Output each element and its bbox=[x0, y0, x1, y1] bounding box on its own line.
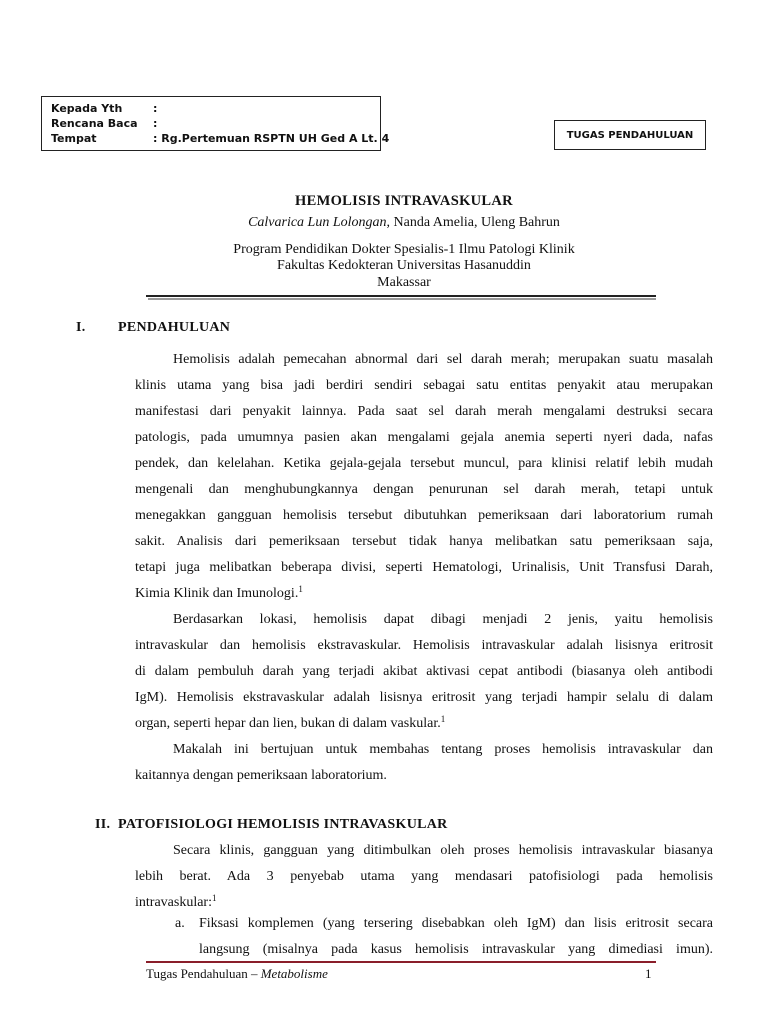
text-line: Secara klinis, gangguan yang ditimbulkan oleh proses hemolisis intravaskular biasanya bbox=[173, 843, 713, 858]
info-row-place bbox=[51, 132, 390, 145]
info-label: Tempat bbox=[51, 132, 97, 145]
footer-course: Metabolisme bbox=[260, 966, 328, 981]
primary-author: Calvarica Lun Lolongan bbox=[248, 215, 387, 230]
text-line bbox=[135, 711, 713, 737]
text-line bbox=[135, 581, 713, 607]
section-1-paragraph-1 bbox=[135, 347, 713, 607]
citation-ref: 1 bbox=[298, 584, 303, 594]
list-item-text bbox=[199, 911, 713, 963]
info-row-reading-plan bbox=[51, 117, 158, 130]
citation-ref: 1 bbox=[440, 714, 446, 724]
affiliation-city: Makassar bbox=[377, 275, 431, 290]
footer-label bbox=[146, 966, 328, 982]
text-line: IgM). Hemolisis ekstravaskular adalah lisisnya eritrosit yang terjadi hampir selalu di dalam bbox=[135, 690, 713, 705]
section-1-title: PENDAHULUAN bbox=[118, 320, 231, 335]
text-line: Fiksasi komplemen (yang tersering disebabkan oleh IgM) dan lisis eritrosit secara bbox=[199, 916, 713, 931]
affiliation-program: Program Pendidikan Dokter Spesialis-1 Ilmu Patologi Klinik bbox=[233, 242, 575, 257]
text-line: intravaskular dan hemolisis ekstravaskular. Hemolisis intravaskular adalah lisisnya eritrosit bbox=[135, 638, 713, 653]
text-line: Berdasarkan lokasi, hemolisis dapat dibagi menjadi 2 jenis, yaitu hemolisis bbox=[173, 612, 713, 627]
text-line: tetapi juga melibatkan beberapa divisi, seperti Hematologi, Urinalisis, Unit Transfusi Darah, bbox=[135, 560, 713, 575]
section-1-number: I. bbox=[76, 320, 86, 335]
authors bbox=[0, 215, 768, 231]
info-value: : Rg.Pertemuan RSPTN UH Ged A Lt. 4 bbox=[153, 132, 390, 145]
text-line: manifestasi dari penyakit lainnya. Pada saat sel darah merah mengalami destruksi secara bbox=[135, 404, 713, 419]
list-item-label: a. bbox=[175, 916, 185, 931]
text-line: mengenali dan menghubungkannya dengan penurunan sel darah merah, tetapi untuk bbox=[135, 482, 713, 497]
text-line: Hemolisis adalah pemecahan abnormal dari sel darah merah; merupakan suatu masalah bbox=[173, 352, 713, 367]
affiliation-faculty: Fakultas Kedokteran Universitas Hasanuddin bbox=[277, 258, 531, 273]
info-row-recipient bbox=[51, 102, 158, 115]
section-1-paragraph-3 bbox=[135, 737, 713, 789]
task-type-box: TUGAS PENDAHULUAN bbox=[554, 120, 706, 150]
footer-divider bbox=[146, 961, 656, 963]
info-label: Rencana Baca bbox=[51, 117, 138, 130]
info-label: Kepada Yth bbox=[51, 102, 123, 115]
section-1-paragraph-2 bbox=[135, 607, 713, 737]
title-divider bbox=[146, 295, 656, 297]
text-line: lebih berat. Ada 3 penyebab utama yang mendasari patofisiologi pada hemolisis bbox=[135, 869, 713, 884]
text-line: klinis utama yang bisa jadi berdiri sendiri sebagai satu entitas penyakit atau merupakan bbox=[135, 378, 713, 393]
text-line-content: Kimia Klinik dan Imunologi. bbox=[135, 586, 299, 601]
text-line: Makalah ini bertujuan untuk membahas tentang proses hemolisis intravaskular dan bbox=[173, 742, 713, 757]
document-title: HEMOLISIS INTRAVASKULAR bbox=[295, 193, 513, 209]
co-authors: , Nanda Amelia, Uleng Bahrun bbox=[386, 215, 560, 230]
text-line-content: intravaskular: bbox=[135, 895, 212, 910]
info-value: : bbox=[153, 102, 158, 115]
text-line: pendek, dan kelelahan. Ketika gejala-gejala tersebut muncul, para klinisi relatif lebih mudah bbox=[135, 456, 713, 471]
citation-ref: 1 bbox=[211, 893, 217, 903]
section-2-paragraph-1 bbox=[135, 838, 713, 916]
info-value: : bbox=[153, 117, 158, 130]
text-line: sakit. Analisis dari pemeriksaan tersebut tidak hanya melibatkan satu pemeriksaan saja, bbox=[135, 534, 713, 549]
title-divider-shadow bbox=[148, 298, 656, 300]
section-2-title: PATOFISIOLOGI HEMOLISIS INTRAVASKULAR bbox=[118, 817, 448, 832]
text-line: kaitannya dengan pemeriksaan laboratorium. bbox=[135, 768, 387, 783]
info-box bbox=[41, 96, 390, 151]
section-2-number: II. bbox=[95, 817, 111, 832]
text-line: patologis, pada umumnya pasien akan mengalami gejala anemia seperti nyeri dada, nafas bbox=[135, 430, 713, 445]
footer-prefix: Tugas Pendahuluan – bbox=[146, 966, 261, 981]
text-line-content: organ, seperti hepar dan lien, bukan di dalam vaskular. bbox=[135, 716, 441, 731]
text-line: menegakkan gangguan hemolisis tersebut dibutuhkan pemeriksaan dari laboratorium rumah bbox=[135, 508, 713, 523]
page-number: 1 bbox=[645, 966, 652, 981]
text-line: di dalam pembuluh darah yang terjadi akibat aktivasi cepat antibodi (biasanya oleh antibodi bbox=[135, 664, 713, 679]
text-line: langsung (misalnya pada kasus hemolisis intravaskular yang dimediasi imun). bbox=[199, 942, 713, 957]
